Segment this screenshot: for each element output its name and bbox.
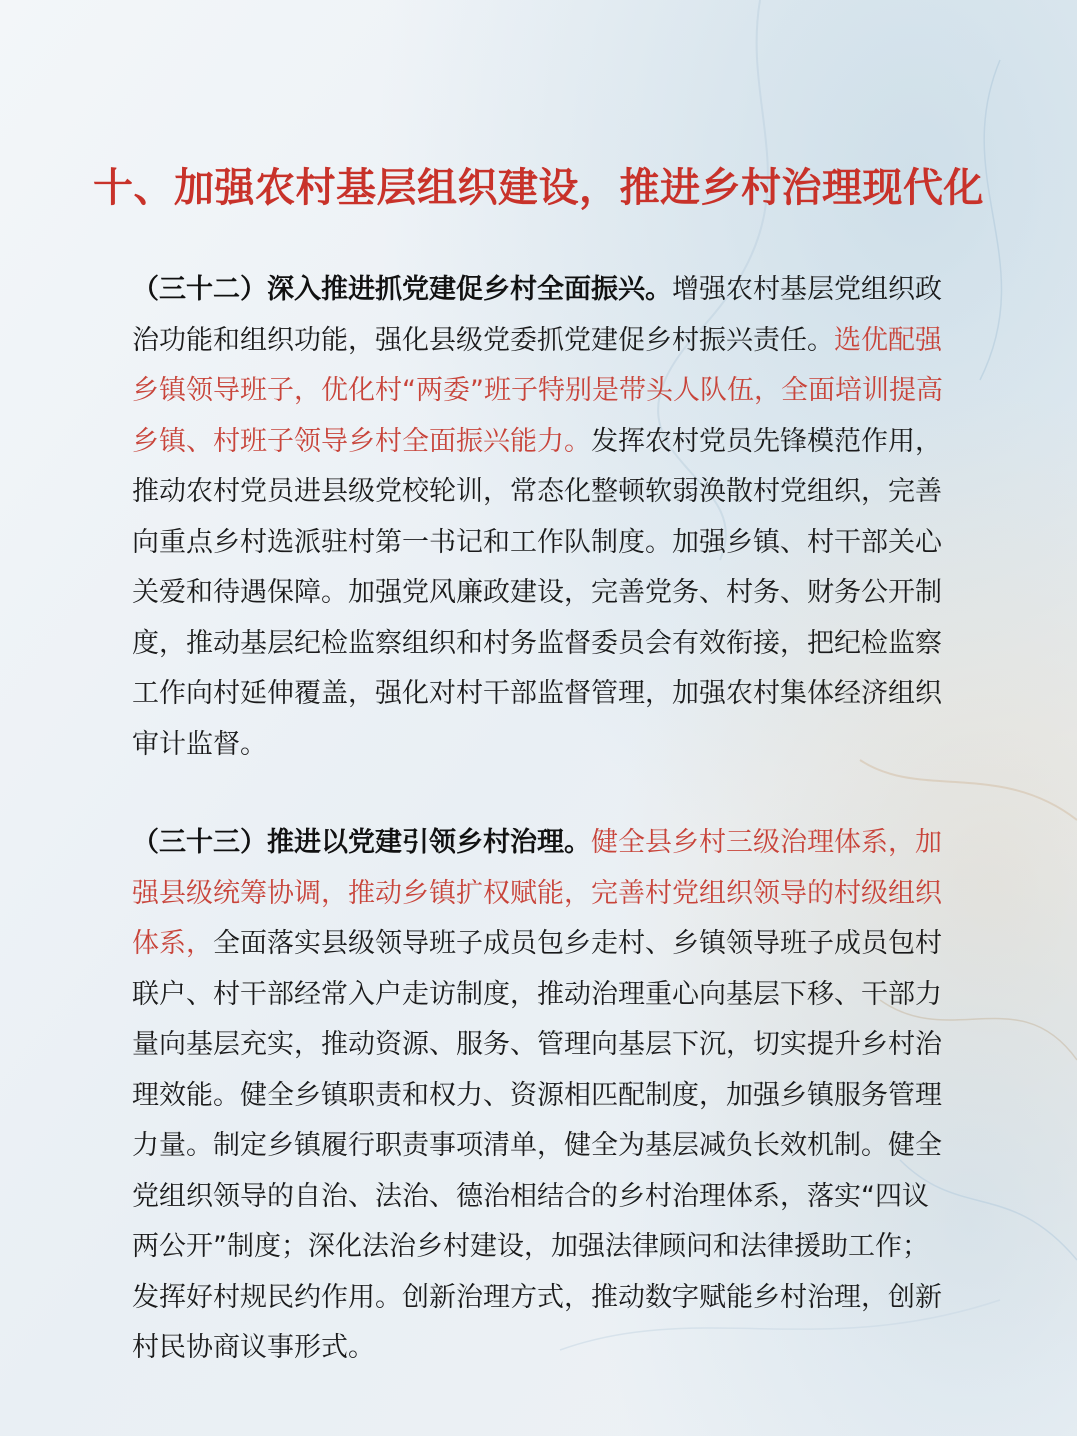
paragraph-32-highlight: 选优配强乡镇领导班子，优化村“两委”班子特别是带头人队伍，全面培训提高乡镇、村班子领导乡村全面振兴能力。 xyxy=(132,324,943,457)
section-title: 十、加强农村基层组织建设，推进乡村治理现代化 xyxy=(93,165,984,211)
paragraph-32-lead: （三十二）深入推进抓党建促乡村全面振兴。 xyxy=(132,274,672,305)
paragraph-33-highlight: 健全县乡村三级治理体系，加强县级统筹协调，推动乡镇扩权赋能，完善村党组织领导的村级组织体系， xyxy=(132,827,942,959)
paragraph-33 xyxy=(132,818,954,1374)
paragraph-33-text-1: 全面落实县级领导班子成员包乡走村、乡镇领导班子成员包村联户、村干部经常入户走访制度，推动治理重心向基层下移、干部力量向基层充实，推动资源、服务、管理向基层下沉，切实提升乡村治理效能。健全乡镇职责和权力、资源相匹配制度，加强乡镇服务管理力量。制定乡镇履行职责事项清单，健全为基层减负长效机制。健全党组织领导的自治、法治、德治相结合的乡村治理体系，落实“四议两公开”制度；深化法治乡村建设，加强法律顾问和法律援助工作；发挥好村规民约作用。创新治理方式，推动数字赋能乡村治理，创新村民协商议事形式。 xyxy=(132,928,942,1363)
paragraph-32 xyxy=(132,265,954,770)
paragraph-33-lead: （三十三）推进以党建引领乡村治理。 xyxy=(132,827,591,858)
paragraph-32-text-1: 增强农村基层党组织政治功能和组织功能，强化县级党委抓党建促乡村振兴责任。 xyxy=(132,274,942,356)
paragraph-32-text-2: 发挥农村党员先锋模范作用，推动农村党员进县级党校轮训，常态化整顿软弱涣散村党组织，完善向重点乡村选派驻村第一书记和工作队制度。加强乡镇、村干部关心关爱和待遇保障。加强党风廉政建设，完善党务、村务、财务公开制度，推动基层纪检监察组织和村务监督委员会有效衔接，把纪检监察工作向村延伸覆盖，强化对村干部监督管理，加强农村集体经济组织审计监督。 xyxy=(132,425,942,760)
